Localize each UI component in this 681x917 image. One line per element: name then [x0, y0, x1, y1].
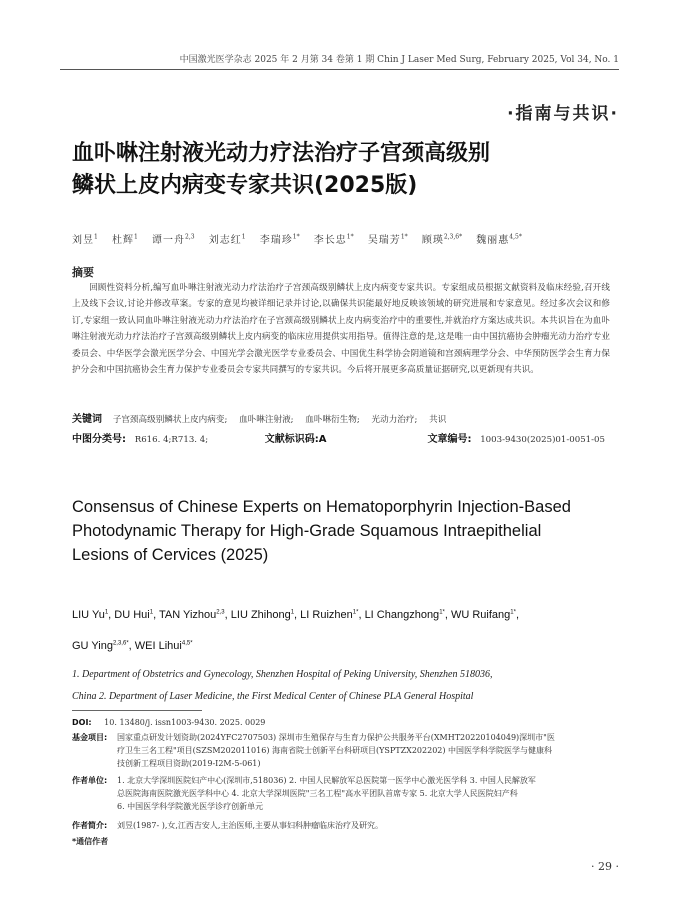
keyword: 共识: [429, 415, 447, 425]
funding-line: 技创新工程项目资助(2019-I2M-5-061): [117, 759, 261, 768]
doi-label: DOI:: [72, 718, 92, 727]
footnote-author-bio: [72, 819, 612, 832]
english-title: [72, 495, 632, 567]
english-author: LI Changzhong$^{1*}$,: [364, 608, 451, 621]
corresponding-author-note: *通信作者: [72, 837, 109, 846]
chinese-title: [72, 138, 632, 202]
chinese-author-list: [72, 231, 532, 246]
clc-label: 中图分类号:: [72, 434, 126, 445]
funding-line: 疗卫生三名工程"项目(SZSM202011016) 海南省院士创新平台科研项目(YSPTZX202202) 中国医学科学院医学与健康科: [117, 746, 553, 755]
english-author: LIU Zhihong$^1$,: [230, 608, 301, 621]
affiliation-line-2: China 2. Department of Laser Medicine, the First Medical Center of Chinese PLA General Hospital: [72, 691, 474, 702]
article-number-label: 文章编号:: [427, 434, 472, 445]
affiliation-line-1: 1. Department of Obstetrics and Gynecology, Shenzhen Hospital of Peking University, Shenzhen 518036,: [72, 669, 493, 680]
chinese-title-line-2: 鳞状上皮内病变专家共识(2025版): [72, 173, 418, 198]
document-code-label: 文献标识码:A: [264, 434, 327, 445]
english-author: GU Ying$^{2,3,6*}$,: [72, 640, 135, 653]
abstract-heading: 摘要: [72, 266, 94, 279]
english-title-line-3: Lesions of Cervices (2025): [72, 546, 269, 564]
footnote-divider: [72, 710, 202, 711]
chinese-author: 魏丽惠$^{4,5*}$: [476, 233, 522, 246]
clc-value: R616. 4;R713. 4;: [134, 435, 209, 445]
english-author: TAN Yizhou$^{2,3}$,: [159, 608, 231, 621]
chinese-author: 谭一舟$^{2,3}$: [152, 233, 195, 246]
abstract-body: 回顾性资料分析,编写血卟啉注射液光动力疗法治疗子宫颈高级别鳞状上皮内病变专家共识。专家组成员根据文献资料及临床经验,召开线上及线下会议,讨论并修改草案。专家的意见均被详细记录并讨论,以确保共识能最好地反映该领域的研究进展和专家意见。经过多次会议和修订,专家组一致认同血卟啉注射液光动力疗法治疗在子宫颈高级别鳞状上皮内病变治疗中的重要性,并就治疗方案达成共识。本共识旨在为血卟啉注射液光动力疗法治疗子宫颈高级别鳞状上皮内病变的临床应用提供实用指导。值得注意的是,这是唯一由中国抗癌协会肿瘤光动力治疗专业委员会、中华医学会激光医学分会、中国光学会激光医学专业委员会、中国优生科学协会阴道镜和宫颈病理学分会、中华预防医学会生育力保护分会和中国抗癌协会生育力保护专业委员会专家共同撰写的专家共识。今后将开展更多高质量证据研究,以更新现有共识。: [72, 283, 610, 376]
chinese-author: 杜辉$^1$: [112, 233, 138, 246]
english-author: LIU Yu$^1$,: [72, 608, 115, 621]
english-author-list: [72, 598, 632, 661]
chinese-author: 顾瑛$^{2,3,6*}$: [421, 233, 463, 246]
keyword: 子宫颈高级别鳞状上皮内病变;: [112, 415, 228, 425]
keyword: 血卟啉注射液;: [239, 415, 294, 425]
author-bio-label: 作者简介:: [72, 821, 108, 830]
article-number-value: 1003-9430(2025)01-0051-05: [480, 435, 605, 445]
keyword: 血卟啉衍生物;: [305, 415, 360, 425]
english-author: DU Hui$^1$,: [114, 608, 160, 621]
chinese-author: 刘志红$^1$: [208, 233, 246, 246]
english-author: WU Ruifang$^{1*}$,: [450, 608, 520, 621]
author-unit-line: 6. 中国医学科学院激光医学诊疗创新单元: [117, 802, 264, 811]
keywords: [72, 410, 455, 425]
author-unit-line: 总医院海南医院激光医学科中心 4. 北京大学深圳医院"三名工程"高水平团队首席专家 5. 北京大学人民医院妇产科: [117, 789, 518, 798]
chinese-author: 李长忠$^{1*}$: [313, 233, 354, 246]
english-title-line-1: Consensus of Chinese Experts on Hematoporphyrin Injection-Based: [72, 498, 571, 516]
chinese-title-line-1: 血卟啉注射液光动力疗法治疗子宫颈高级别: [72, 141, 491, 166]
doi-value: 10. 13480/j. issn1003-9430. 2025. 0029: [104, 718, 266, 727]
footnote-doi: [72, 716, 612, 729]
english-affiliations: [72, 664, 610, 708]
running-header: 中国激光医学杂志 2025 年 2 月第 34 卷第 1 期 Chin J Laser Med Surg, February 2025, Vol 34, No. 1: [60, 52, 619, 70]
footnote-funding: [72, 731, 612, 770]
author-unit-line: 1. 北京大学深圳医院妇产中心(深圳市,518036) 2. 中国人民解放军总医院第一医学中心激光医学科 3. 中国人民解放军: [117, 776, 536, 785]
author-bio-value: 刘昱(1987- ),女,江西吉安人,主治医师,主要从事妇科肿瘤临床治疗及研究。: [117, 821, 384, 830]
funding-label: 基金项目:: [72, 733, 108, 742]
english-title-line-2: Photodynamic Therapy for High-Grade Squamous Intraepithelial: [72, 522, 542, 540]
english-author: LI Ruizhen$^{1*}$,: [300, 608, 365, 621]
author-units-label: 作者单位:: [72, 776, 108, 785]
page-number: · 29 ·: [591, 860, 619, 873]
keywords-label: 关键词: [72, 414, 102, 425]
column-label: ·指南与共识·: [507, 104, 619, 124]
footnote-author-units: [72, 774, 612, 813]
funding-line: 国家重点研发计划资助(2024YFC2707503) 深圳市生殖保存与生育力保护公共服务平台(XMHT20220104049)深圳市"医: [117, 733, 555, 742]
chinese-author: 刘昱$^1$: [72, 233, 98, 246]
chinese-author: 吴瑞芳$^{1*}$: [367, 233, 408, 246]
classification-line: [72, 430, 612, 445]
english-author: WEI Lihui$^{4,5*}$: [134, 640, 193, 653]
keyword: 光动力治疗;: [371, 415, 418, 425]
chinese-author: 李瑞珍$^{1*}$: [259, 233, 300, 246]
